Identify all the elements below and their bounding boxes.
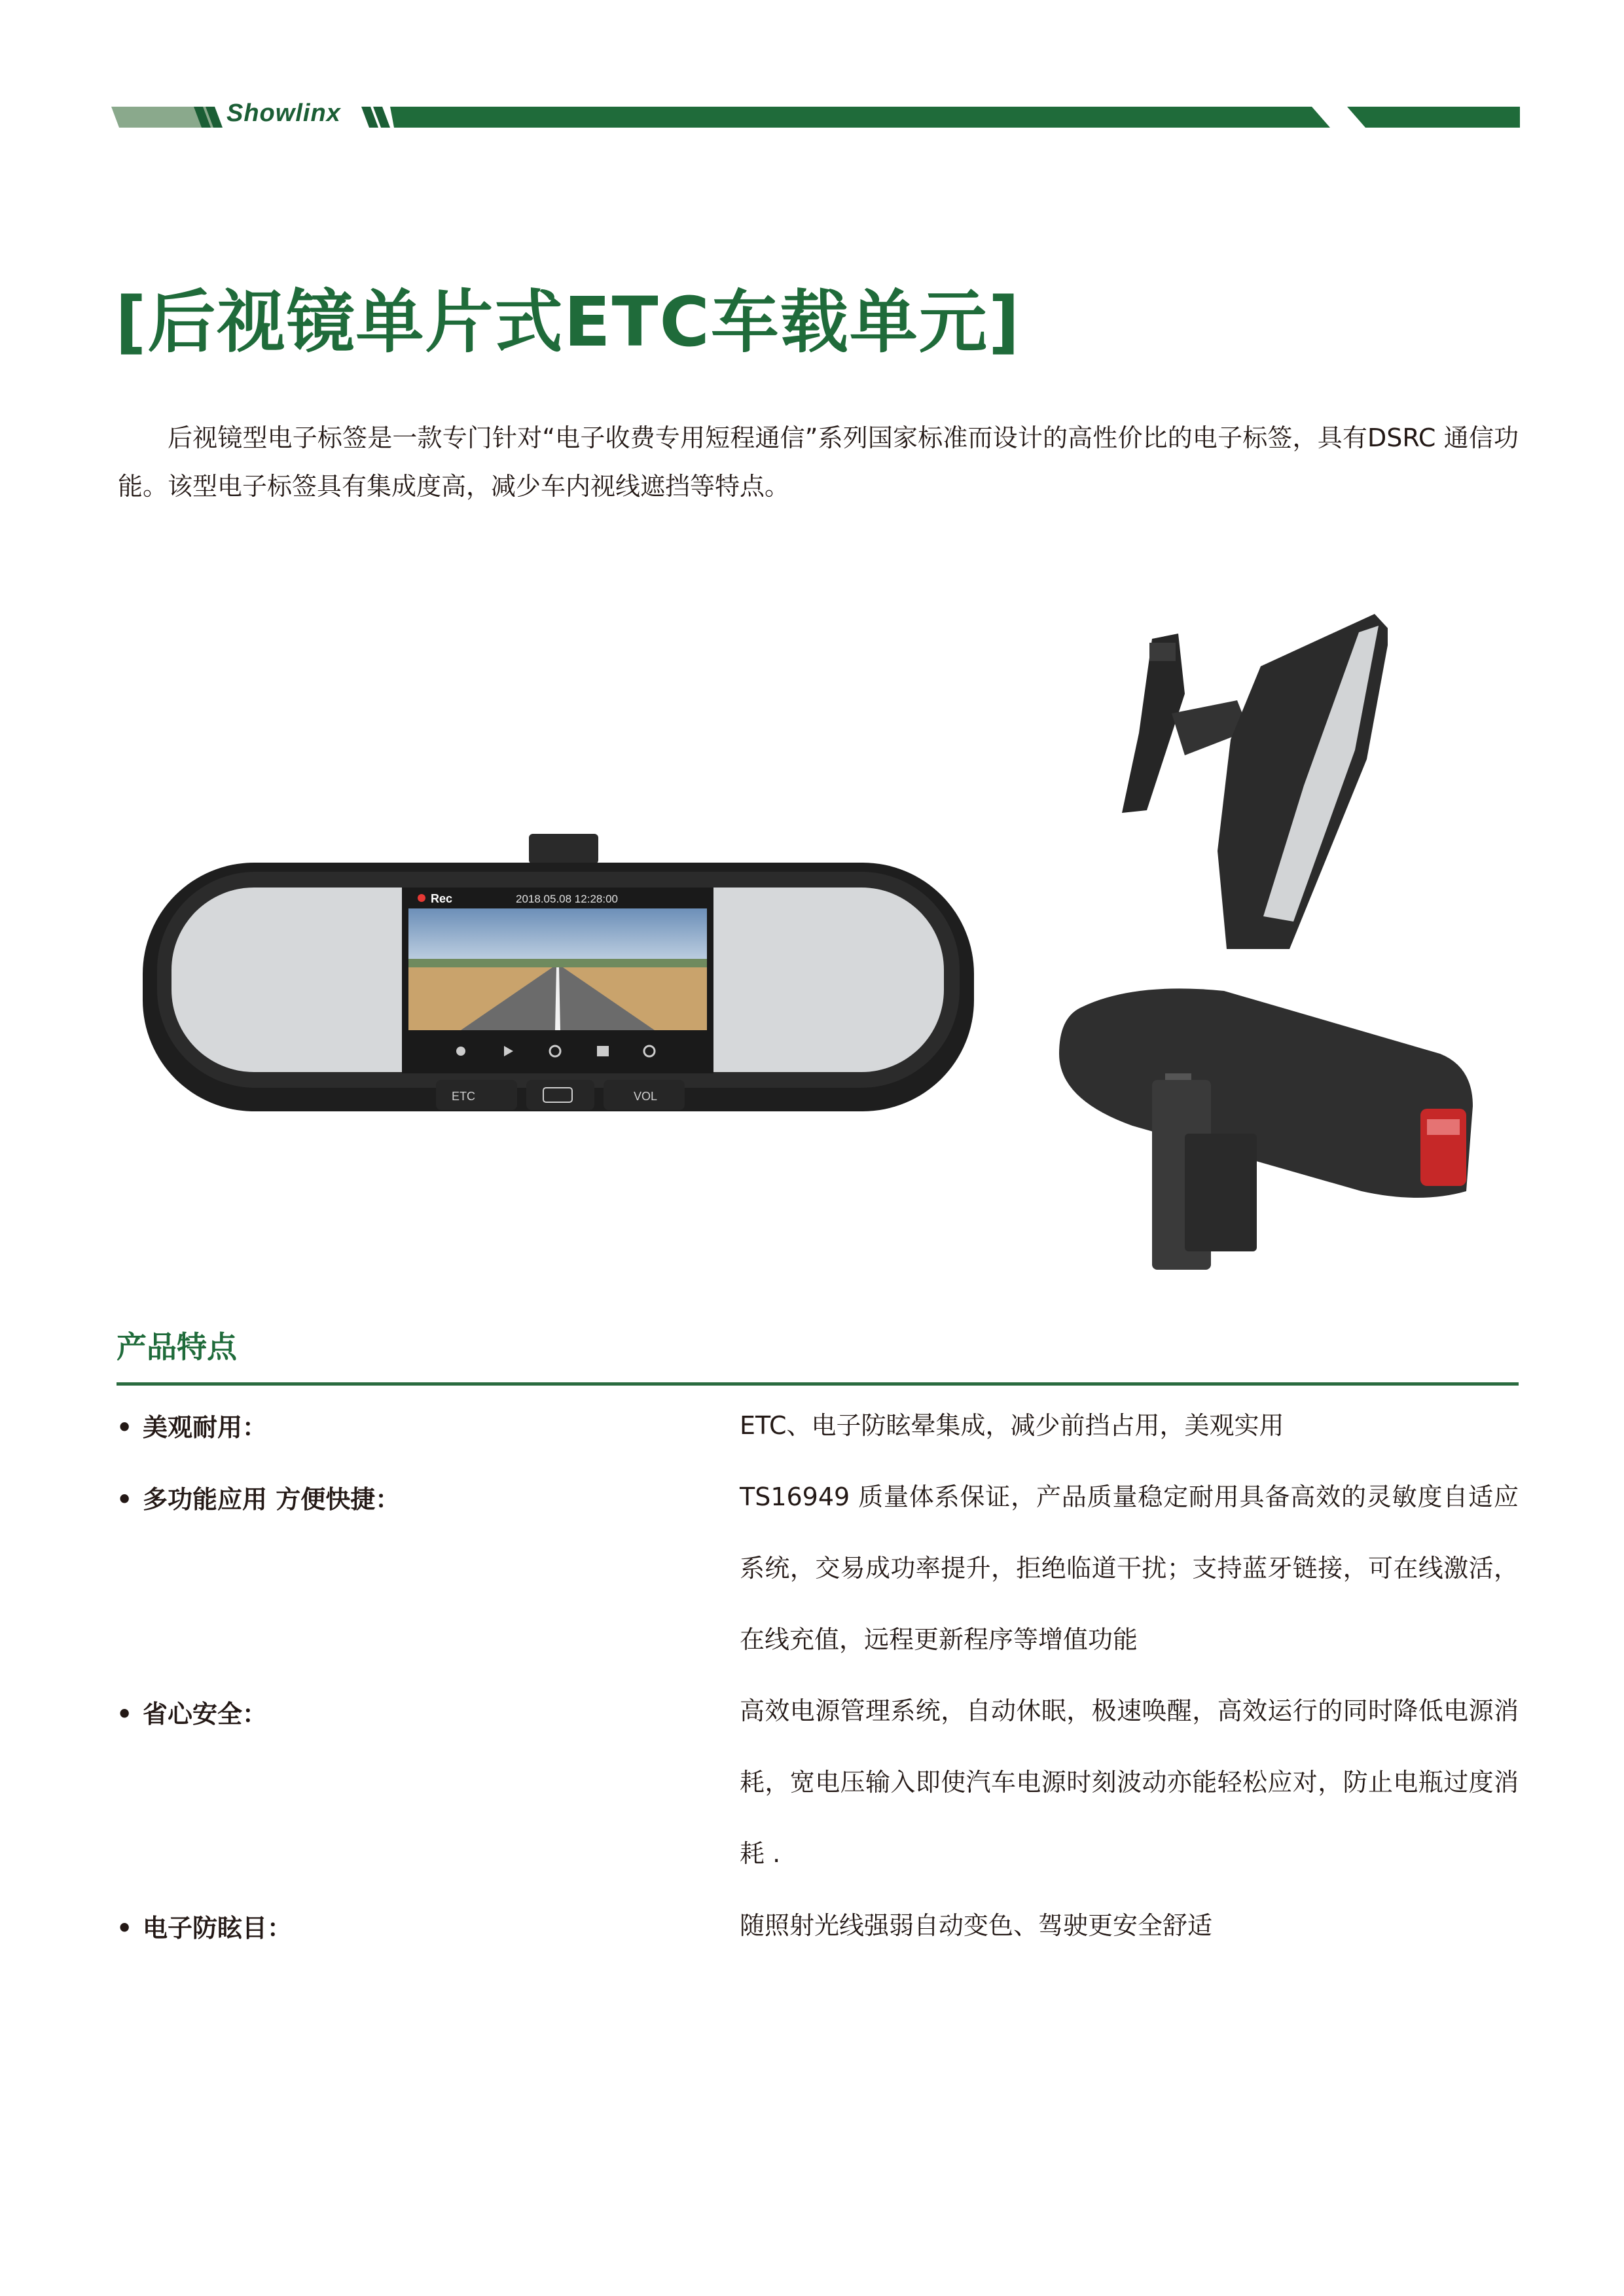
features-heading: 产品特点: [117, 1329, 237, 1365]
mirror-front-image: [137, 825, 982, 1126]
mirror-back-view-image: [1054, 982, 1479, 1270]
feature-label-3: • 省心安全：: [117, 1700, 268, 1729]
feature-desc-3: 高效电源管理系统，自动休眠，极速唤醒，高效运行的同时降低电源消耗，宽电压输入即使汽车电源时刻波动亦能轻松应对，防止电瓶过度消耗 .: [740, 1696, 1519, 1868]
feature-desc-2: TS16949 质量体系保证，产品质量稳定耐用具备高效的灵敏度自适应系统，交易成功率提升，拒绝临道干扰；支持蓝牙链接，可在线激活，在线充值，远程更新程序等增值功能: [740, 1482, 1519, 1654]
mount-tab: [529, 834, 598, 864]
intro-paragraph: 后视镜型电子标签是一款专门针对“电子收费专用短程通信”系列国家标准而设计的高性价比的电子标签，具有DSRC 通信功能。该型电子标签具有集成度高，减少车内视线遮挡等特点。: [118, 423, 1519, 501]
w-button: [526, 1080, 594, 1110]
rec-label: Rec: [431, 892, 453, 905]
feature-desc-1: ETC、电子防眩晕集成，减少前挡占用，美观实用: [740, 1411, 1284, 1440]
feature-label-4: • 电子防眩目：: [117, 1914, 293, 1943]
feature-desc-4: 随照射光线强弱自动变色、驾驶更安全舒适: [740, 1911, 1213, 1940]
record-dot-icon: [418, 894, 425, 902]
screen-datetime: 2018.05.08 12:28:00: [516, 893, 618, 905]
feature-label-2: • 多功能应用 方便快捷：: [117, 1485, 401, 1514]
brand-logo-text: Showlinx: [226, 99, 341, 127]
page-title: [后视镜单片式ETC车载单元]: [115, 282, 1021, 362]
etc-button: [436, 1080, 517, 1110]
feature-label-1: • 美观耐用：: [117, 1413, 268, 1442]
vol-button-label: VOL: [634, 1090, 658, 1103]
header-stripe-graphic: [0, 0, 1624, 170]
etc-button-label: ETC: [452, 1090, 475, 1103]
mirror-side-view-image: [1074, 602, 1388, 956]
mirror-body-back: [1059, 988, 1473, 1198]
header-band: [0, 0, 1624, 170]
features-divider: [117, 1382, 1519, 1386]
